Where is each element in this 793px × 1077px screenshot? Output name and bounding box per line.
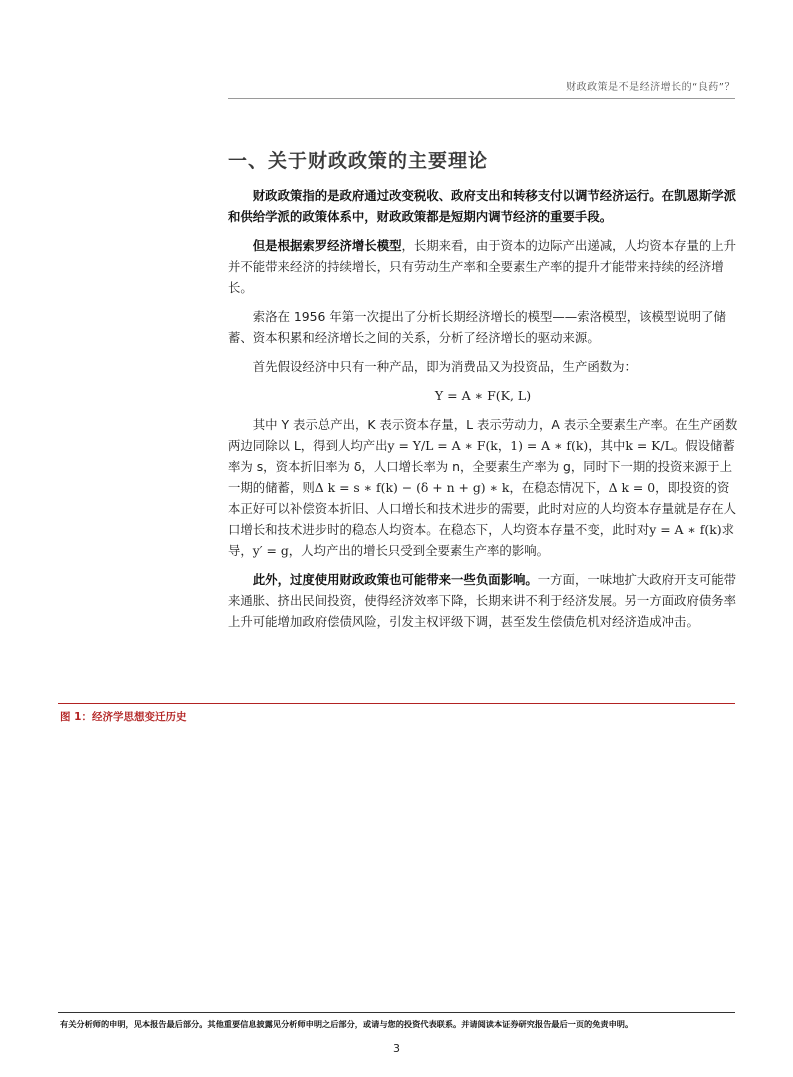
figure-caption: 图 1：经济学思想变迁历史 — [60, 711, 187, 723]
formula-derivative: y′ = g — [252, 543, 289, 558]
derivation-text-e: ，即投资的资本正好可以补偿资本折旧、人口增长和技术进步的需要，此时对应的人均资本存量就是存在人口增长和技术进步时的稳态人均资本。在稳态下，人均资本存量不变，此时对 — [228, 480, 737, 537]
derivation-text-a: 其中 Y 表示总产出，K 表示资本存量，L 表示劳动力，A 表示全要素生产率。在生产函数两边同除以 L，得到人均产出 — [228, 417, 738, 453]
header-title: 财政政策是不是经济增长的“良药”？ — [566, 82, 735, 93]
derivation-text-b: ，其中 — [588, 438, 626, 453]
paragraph-text: 一方面，一味地扩大政府开支可能带来通胀、挤出民间投资，使得经济效率下降，长期来讲不利于经济发展。另一方面政府债务率上升可能增加政府偿债风险，引发主权评级下调，甚至发生偿债危机对经济造成冲击。 — [228, 572, 737, 629]
paragraph-solow-model: 索洛在 1956 年第一次提出了分析长期经济增长的模型——索洛模型，该模型说明了储蓄、资本积累和经济增长之间的关系，分析了经济增长的驱动来源。 — [228, 309, 726, 345]
paragraph-assumption: 首先假设经济中只有一种产品，即为消费品又为投资品，生产函数为： — [252, 359, 637, 374]
production-function-formula: Y = A ∗ F(K, L) — [434, 388, 532, 403]
formula-output: y = A ∗ f(k) — [649, 522, 722, 537]
section-title: 一、关于财政政策的主要理论 — [228, 150, 489, 172]
paragraph-negative-effects — [228, 569, 738, 632]
paragraph-fiscal-policy-definition: 财政政策指的是政府通过改变税收、政府支出和转移支付以调节经济运行。在凯恩斯学派和供给学派的政策体系中，财政政策都是短期内调节经济的重要手段。 — [228, 188, 737, 224]
derivation-text-h: ，人均产出的增长只受到全要素生产率的影响。 — [288, 543, 549, 558]
paragraph-derivation — [228, 414, 738, 561]
footer-divider — [58, 1012, 735, 1013]
main-content — [228, 146, 738, 640]
footer-disclaimer: 有关分析师的申明，见本报告最后部分。其他重要信息披露见分析师申明之后部分，或请与您的投资代表联系。并请阅读本证券研究报告最后一页的免责申明。 — [60, 1019, 634, 1029]
formula-per-capita-output: y = Y/L = A ∗ F(k，1) = A ∗ f(k) — [387, 438, 589, 453]
derivation-text-d: ，在稳态情况下， — [509, 480, 609, 495]
page-number: 3 — [393, 1042, 400, 1055]
formula-capital-change: Δ k = s ∗ f(k) − (δ + n + g) ∗ k — [314, 480, 510, 495]
paragraph-solow-growth — [228, 235, 738, 298]
paragraph-bold-lead: 此外，过度使用财政政策也可能带来一些负面影响。 — [252, 572, 538, 587]
formula-steady-state: Δ k = 0 — [608, 480, 656, 495]
formula-capital-per-labor: k = K/L — [625, 438, 673, 453]
derivation-text-g: 求导， — [228, 522, 734, 558]
paragraph-text: ，长期来看，由于资本的边际产出递减，人均资本存量的上升并不能带来经济的持续增长，只有劳动生产率和全要素生产率的提升才能带来持续的经济增长。 — [228, 238, 737, 295]
header-divider — [228, 98, 735, 99]
figure-divider — [58, 703, 735, 704]
derivation-text-c: 。假设储蓄率为 s，资本折旧率为 δ，人口增长率为 n，全要素生产率为 g，同时下一期的投资来源于上一期的储蓄，则 — [228, 438, 735, 495]
paragraph-bold-lead: 但是根据索罗经济增长模型 — [252, 238, 402, 253]
